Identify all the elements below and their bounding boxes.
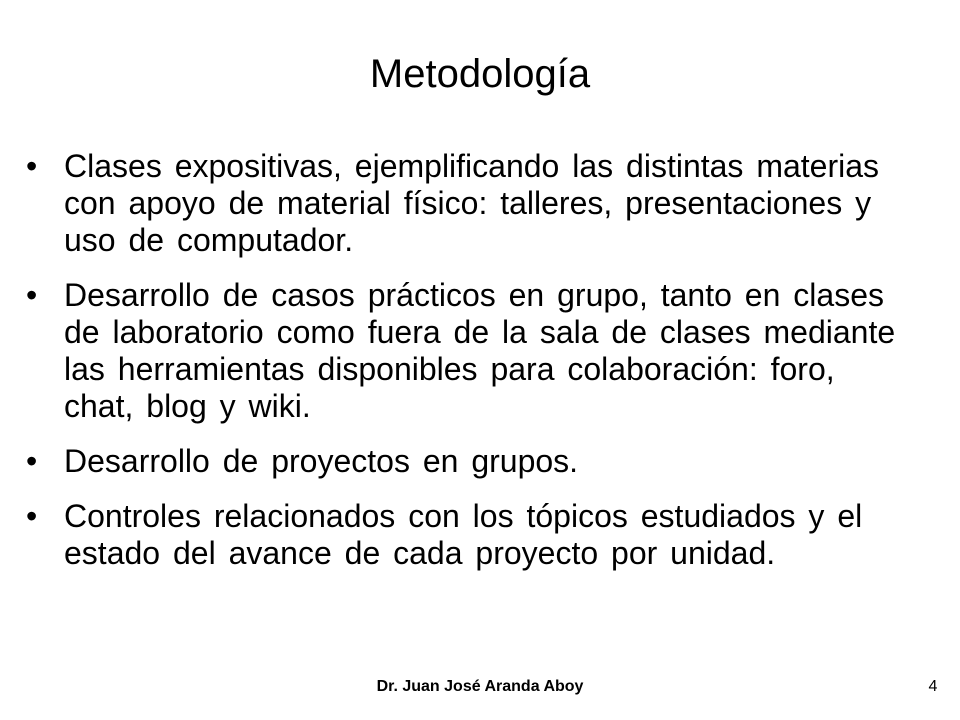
footer-author: Dr. Juan José Aranda Aboy: [376, 678, 584, 695]
bullet-icon: •: [26, 148, 38, 184]
page-number: 4: [928, 678, 938, 695]
bullet-text: Clases expositivas, ejemplificando las distintas materias con apoyo de material físico: talleres, presentaciones y uso de computador.: [64, 148, 880, 258]
bullet-text: Desarrollo de proyectos en grupos.: [64, 443, 579, 479]
bullet-text: Controles relacionados con los tópicos estudiados y el estado del avance de cada proyecto por unidad.: [64, 498, 863, 571]
slide-title: Metodología: [369, 52, 591, 96]
bullet-item-proyectos: [26, 443, 906, 480]
bullet-text: Desarrollo de casos prácticos en grupo, tanto en clases de laboratorio como fuera de la sala de clases mediante las herramientas disponibles para colaboración: foro, chat, blog y wiki.: [64, 277, 896, 424]
bullet-icon: •: [26, 443, 38, 479]
bullet-item-clases-expositivas: [26, 148, 906, 259]
bullet-list: [26, 148, 906, 590]
bullet-icon: •: [26, 277, 38, 313]
bullet-icon: •: [26, 498, 38, 534]
bullet-item-controles: [26, 498, 906, 572]
bullet-item-casos-practicos: [26, 277, 906, 425]
